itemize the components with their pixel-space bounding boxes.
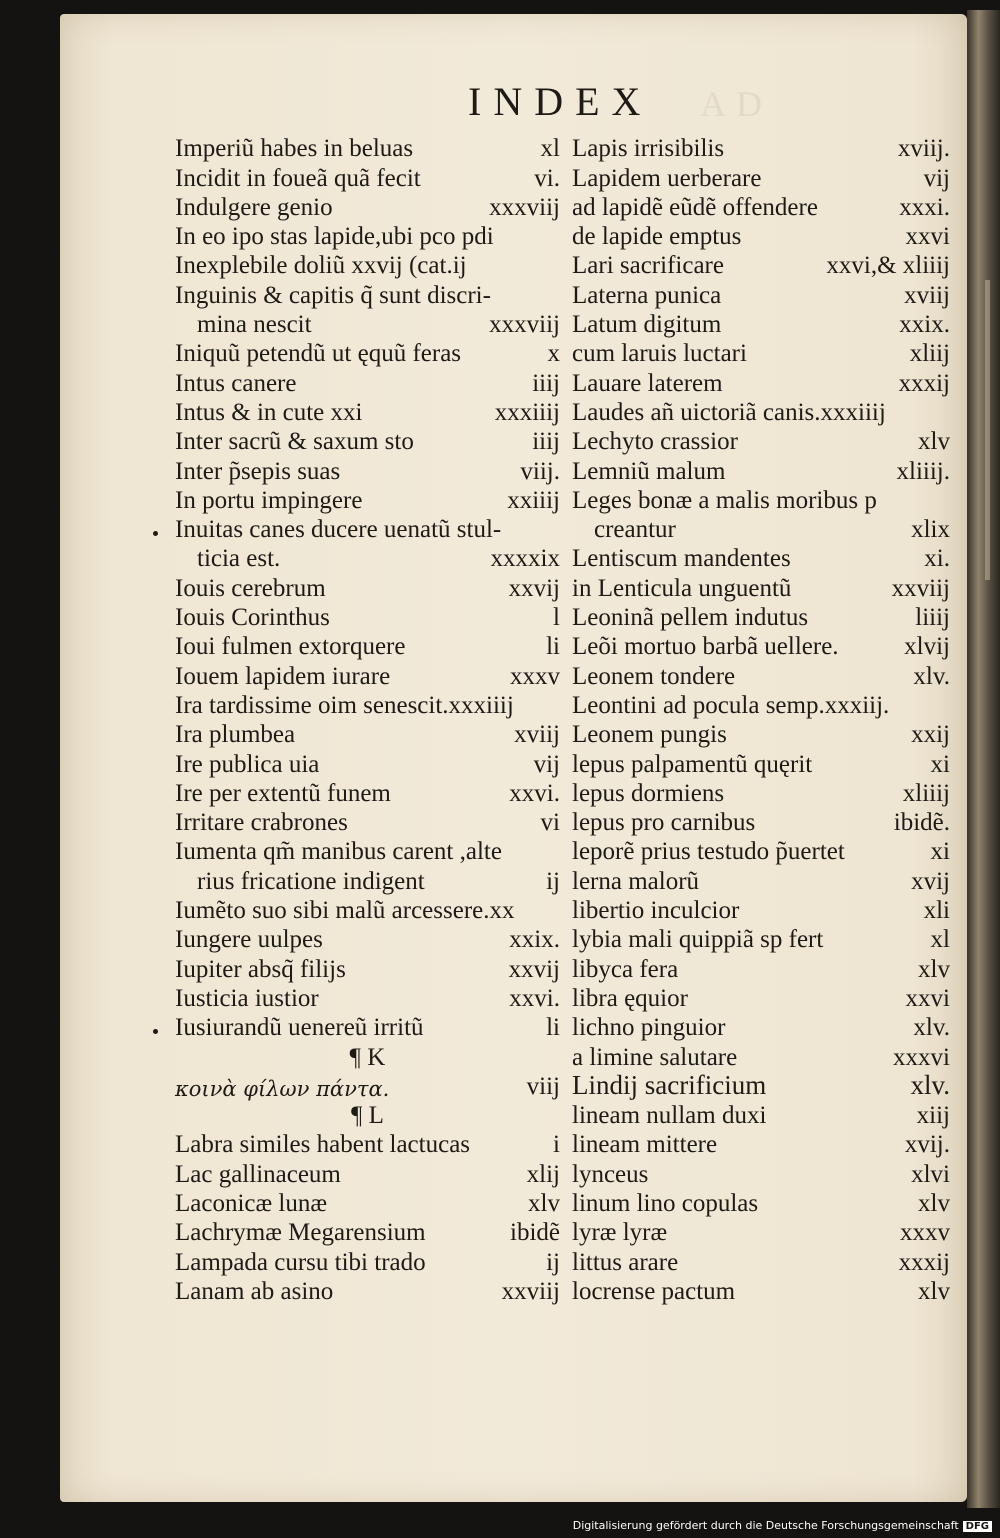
entry-text: Leonem tondere: [572, 662, 736, 690]
entry-page-ref: xxvij: [508, 955, 560, 983]
entry-text: Lac gallinaceum: [175, 1160, 341, 1188]
entry-text: lyræ lyræ: [572, 1219, 668, 1247]
entry-page-ref: xxvi: [905, 984, 950, 1012]
entry-page-ref: xvij.: [904, 1131, 950, 1159]
index-entry: [572, 810, 950, 839]
entry-page-ref: ij: [546, 867, 560, 895]
index-entry: [175, 1249, 560, 1278]
entry-page-ref: x: [547, 340, 560, 368]
entry-page-ref: xl: [930, 926, 950, 954]
entry-text: Iumẽto suo sibi malũ arcessere.xx: [175, 897, 515, 925]
index-entry: [572, 1069, 950, 1103]
entry-text: In portu impingere: [175, 486, 363, 514]
entry-page-ref: xlv: [918, 1189, 950, 1217]
entry-text: mina nescit: [197, 311, 312, 339]
index-entry: [572, 224, 950, 253]
index-entry: [175, 898, 560, 927]
entry-page-ref: xxviij: [501, 1277, 560, 1305]
entry-page-ref: xl: [540, 135, 560, 163]
entry-text: Iungere uulpes: [175, 926, 323, 954]
entry-text: Lindij sacrificium: [572, 1069, 767, 1100]
index-entry: [572, 927, 950, 956]
entry-page-ref: i: [553, 1131, 560, 1159]
entry-page-ref: iiij: [532, 428, 560, 456]
entry-page-ref: xiij: [916, 1102, 950, 1130]
entry-text: Imperiũ habes in beluas: [175, 135, 414, 163]
entry-text: Ire publica uia: [175, 750, 320, 778]
entry-text: linum lino copulas: [572, 1189, 759, 1217]
index-entry: [175, 956, 560, 985]
index-entry: [175, 751, 560, 780]
entry-text: ad lapidẽ eũdẽ offendere: [572, 193, 818, 221]
entry-page-ref: xxvi.: [509, 984, 560, 1012]
entry-page-ref: xxviij: [891, 574, 950, 602]
index-entry: [572, 1132, 950, 1161]
entry-page-ref: xlvij: [904, 633, 950, 661]
entry-page-ref: vi.: [534, 164, 560, 192]
entry-text: Inter p̃sepis suas: [175, 457, 341, 485]
index-entry: [175, 488, 560, 517]
entry-page-ref: xliiij: [902, 779, 950, 807]
entry-page-ref: xlvi: [911, 1160, 950, 1188]
section-letter: ¶ L: [351, 1102, 384, 1130]
index-entry: [572, 400, 950, 429]
index-entry: [572, 1191, 950, 1220]
index-entry: [572, 956, 950, 985]
entry-page-ref: xlix: [911, 516, 950, 544]
index-entry: [175, 927, 560, 956]
entry-text: in Lenticula unguentũ: [572, 574, 792, 602]
entry-text: lichno pinguior: [572, 1014, 726, 1042]
index-entry: [175, 1161, 560, 1190]
entry-text: Iusiurandũ uenereũ irritũ: [175, 1014, 424, 1042]
index-entry: [572, 341, 950, 370]
entry-page-ref: xxxi.: [899, 193, 950, 221]
entry-text: Lauare laterem: [572, 369, 723, 397]
entry-text: Inuitas canes ducere uenatũ stul-: [175, 516, 502, 544]
entry-text: Inguinis & capitis q̃ sunt discri-: [175, 281, 491, 309]
page-heading: INDEX: [468, 79, 653, 124]
index-entry: [175, 282, 560, 311]
index-entry: [572, 517, 950, 546]
index-entry: [175, 1103, 560, 1132]
entry-text: In eo ipo stas lapide,ubi pco pdi: [175, 223, 494, 251]
entry-page-ref: xxxij: [898, 369, 950, 397]
entry-text: Iouis cerebrum: [175, 574, 326, 602]
entry-text: Laudes añ uictoriã canis.xxxiiij: [572, 398, 886, 426]
book-edge-highlight: [985, 280, 990, 580]
entry-text: Ioui fulmen extorquere: [175, 633, 406, 661]
entry-page-ref: vij: [923, 164, 950, 192]
entry-page-ref: xlij: [526, 1160, 560, 1188]
index-column-left: [175, 136, 560, 1308]
entry-text: Ira plumbea: [175, 721, 296, 749]
index-entry: [175, 165, 560, 194]
entry-text: lepus palpamentũ quęrit: [572, 750, 813, 778]
entry-page-ref: xxxv: [900, 1219, 950, 1247]
index-entry: [572, 282, 950, 311]
entry-page-ref: xlv: [918, 955, 950, 983]
entry-text: lineam nullam duxi: [572, 1102, 767, 1130]
entry-text: locrense pactum: [572, 1277, 736, 1305]
entry-page-ref: xxix.: [509, 926, 560, 954]
entry-page-ref: xxxviij: [489, 193, 560, 221]
entry-page-ref: li: [546, 633, 560, 661]
entry-page-ref: vij: [533, 750, 560, 778]
entry-page-ref: xliiij.: [896, 457, 950, 485]
entry-text: Lechyto crassior: [572, 428, 738, 456]
entry-text: Leoninã pellem indutus: [572, 604, 809, 632]
index-entry: [572, 868, 950, 897]
index-entry: [175, 1220, 560, 1249]
index-entry: [175, 458, 560, 487]
entry-page-ref: xlv: [918, 1277, 950, 1305]
entry-page-ref: xi.: [924, 545, 950, 573]
entry-page-ref: xviij.: [897, 135, 950, 163]
entry-page-ref: liiij: [915, 604, 950, 632]
entry-text: lineam mittere: [572, 1131, 718, 1159]
index-entry: [572, 136, 950, 165]
entry-page-ref: xliij: [909, 340, 950, 368]
dfg-logo: DFG: [963, 1521, 992, 1532]
index-entry: [175, 400, 560, 429]
entry-text: creantur: [594, 516, 676, 544]
entry-text: Lachrymæ Megarensium: [175, 1219, 426, 1247]
entry-page-ref: ibidẽ.: [893, 809, 950, 837]
entry-page-ref: xi: [930, 838, 950, 866]
entry-page-ref: viij.: [520, 457, 560, 485]
entry-text: Ira tardissime oim senescit.xxxiiij: [175, 691, 514, 719]
index-entry: [175, 1191, 560, 1220]
entry-page-ref: viij: [526, 1072, 560, 1100]
index-entry: [175, 341, 560, 370]
entry-text: Iupiter absq̃ filijs: [175, 955, 346, 983]
index-entry: [572, 1161, 950, 1190]
index-entry: [572, 986, 950, 1015]
credit-text: Digitalisierung gefördert durch die Deutsche Forschungsgemeinschaft: [572, 1519, 959, 1532]
entry-page-ref: xxiiij: [507, 486, 560, 514]
entry-page-ref: xxxij: [898, 1248, 950, 1276]
index-entry: [572, 1249, 950, 1278]
entry-text: libertio inculcior: [572, 897, 740, 925]
entry-text: Iniquũ petendũ ut ęquũ feras: [175, 340, 462, 368]
entry-page-ref: xxxvi: [893, 1043, 950, 1071]
entry-text: Laconicæ lunæ: [175, 1189, 328, 1217]
entry-text: rius fricatione indigent: [197, 867, 425, 895]
entry-text: libra ęquior: [572, 984, 688, 1012]
index-entry: [175, 195, 560, 224]
entry-text: Lampada cursu tibi trado: [175, 1248, 426, 1276]
entry-page-ref: xlv.: [913, 662, 950, 690]
entry-page-ref: xxxviij: [489, 311, 560, 339]
entry-text: Lemniũ malum: [572, 457, 726, 485]
entry-text: lepus dormiens: [572, 779, 725, 807]
entry-text: Iouem lapidem iurare: [175, 662, 391, 690]
entry-page-ref: xxvi.: [509, 779, 560, 807]
entry-text: Lapis irrisibilis: [572, 135, 725, 163]
entry-page-ref: vi: [540, 809, 560, 837]
book-edge: [967, 10, 1000, 1508]
entry-text: leporẽ prius testudo p̃uertet: [572, 838, 845, 866]
entry-page-ref: xxvi: [905, 223, 950, 251]
entry-text: Inter sacrũ & saxum sto: [175, 428, 414, 456]
index-entry: [175, 722, 560, 751]
index-entry: [572, 722, 950, 751]
entry-text: Intus & in cute xxi: [175, 398, 363, 426]
index-entry: [175, 136, 560, 165]
index-entry: [175, 605, 560, 634]
index-entry: [175, 986, 560, 1015]
entry-text: Lentiscum mandentes: [572, 545, 791, 573]
index-entry: [572, 1220, 950, 1249]
index-entry: [572, 253, 950, 282]
index-entry: [175, 663, 560, 692]
entry-text: Leonem pungis: [572, 721, 727, 749]
index-entry: [572, 605, 950, 634]
index-entry: [175, 546, 560, 575]
index-entry: [572, 1103, 950, 1132]
index-entry: [572, 312, 950, 341]
entry-text: littus arare: [572, 1248, 679, 1276]
entry-page-ref: xi: [930, 750, 950, 778]
index-entry: [572, 370, 950, 399]
index-entry: [572, 634, 950, 663]
entry-text: Lanam ab asino: [175, 1277, 334, 1305]
entry-text: Inexplebile doliũ xxvij (cat.ij: [175, 252, 467, 280]
index-entry: [572, 751, 950, 780]
index-entry: [175, 429, 560, 458]
index-entry: [175, 810, 560, 839]
entry-text: lerna malorũ: [572, 867, 700, 895]
index-entry: [572, 898, 950, 927]
entry-page-ref: xxxv: [510, 662, 560, 690]
entry-page-ref: xlv: [918, 428, 950, 456]
index-entry: [175, 1015, 560, 1044]
entry-page-ref: xlv: [528, 1189, 560, 1217]
entry-page-ref: ibidẽ: [510, 1219, 560, 1247]
index-entry: [572, 839, 950, 868]
entry-text: κοινὰ φίλων πάντα.: [175, 1076, 390, 1101]
section-letter: ¶ K: [349, 1043, 386, 1071]
entry-page-ref: xli: [923, 897, 950, 925]
entry-text: Leõi mortuo barbã uellere.: [572, 633, 839, 661]
index-entry: [572, 488, 950, 517]
entry-page-ref: l: [553, 604, 560, 632]
entry-page-ref: xxxiiij: [494, 398, 560, 426]
entry-text: Iouis Corinthus: [175, 604, 330, 632]
index-entry: [572, 693, 950, 722]
index-entry: [175, 224, 560, 253]
entry-text: ticia est.: [197, 545, 281, 573]
index-entry: [175, 868, 560, 897]
entry-page-ref: xxij: [911, 721, 950, 749]
entry-text: Lari sacrificare: [572, 252, 724, 280]
entry-text: cum laruis luctari: [572, 340, 747, 368]
entry-text: Leges bonæ a malis moribus p: [572, 486, 877, 514]
entry-text: lepus pro carnibus: [572, 809, 756, 837]
index-entry: [175, 839, 560, 868]
entry-page-ref: iiij: [532, 369, 560, 397]
entry-text: Incidit in foueã quã fecit: [175, 164, 421, 192]
entry-text: Latum digitum: [572, 311, 722, 339]
entry-text: a limine salutare: [572, 1043, 738, 1071]
digitization-credit: [573, 1519, 992, 1532]
index-entry: [572, 575, 950, 604]
entry-text: Iumenta qm̃ manibus carent ,alte: [175, 838, 502, 866]
entry-page-ref: xlv.: [913, 1014, 950, 1042]
entry-text: Leontini ad pocula semp.xxxiij.: [572, 691, 890, 719]
entry-text: Ire per extentũ funem: [175, 779, 391, 807]
index-entry: [175, 575, 560, 604]
entry-text: Intus canere: [175, 369, 297, 397]
index-entry: [572, 781, 950, 810]
index-entry: [175, 634, 560, 663]
entry-text: Iusticia iustior: [175, 984, 319, 1012]
index-entry: [572, 546, 950, 575]
entry-page-ref: xxxxix: [490, 545, 560, 573]
entry-text: lynceus: [572, 1160, 649, 1188]
index-entry: [175, 312, 560, 341]
heading-show-through: AD: [700, 84, 772, 124]
index-entry: [572, 195, 950, 224]
entry-page-ref: xviij: [904, 281, 950, 309]
entry-page-ref: xlv.: [910, 1069, 950, 1100]
entry-page-ref: xxvi,& xliiij: [826, 252, 950, 280]
entry-page-ref: xxix.: [899, 311, 950, 339]
entry-text: Labra similes habent lactucas: [175, 1131, 471, 1159]
entry-text: Lapidem uerberare: [572, 164, 762, 192]
entry-text: lybia mali quippiã sp fert: [572, 926, 824, 954]
entry-text: Irritare crabrones: [175, 809, 348, 837]
entry-page-ref: ij: [546, 1248, 560, 1276]
index-entry: [572, 1015, 950, 1044]
index-entry: [175, 781, 560, 810]
index-entry: [572, 165, 950, 194]
index-entry: [175, 1074, 560, 1103]
index-entry: [175, 1044, 560, 1073]
index-entry: [572, 429, 950, 458]
index-entry: [572, 1279, 950, 1308]
entry-text: Laterna punica: [572, 281, 722, 309]
index-entry: [175, 1132, 560, 1161]
entry-page-ref: xviij: [514, 721, 560, 749]
index-entry: [175, 693, 560, 722]
entry-page-ref: xxvij: [508, 574, 560, 602]
entry-text: Indulgere genio: [175, 193, 333, 221]
index-entry: [175, 1279, 560, 1308]
index-entry: [175, 253, 560, 282]
index-column-right: [572, 136, 950, 1308]
entry-page-ref: li: [546, 1014, 560, 1042]
index-entry: [572, 663, 950, 692]
index-entry: [175, 370, 560, 399]
entry-text: libyca fera: [572, 955, 679, 983]
index-entry: [175, 517, 560, 546]
index-entry: [572, 458, 950, 487]
entry-page-ref: xvij: [911, 867, 950, 895]
entry-text: de lapide emptus: [572, 223, 742, 251]
